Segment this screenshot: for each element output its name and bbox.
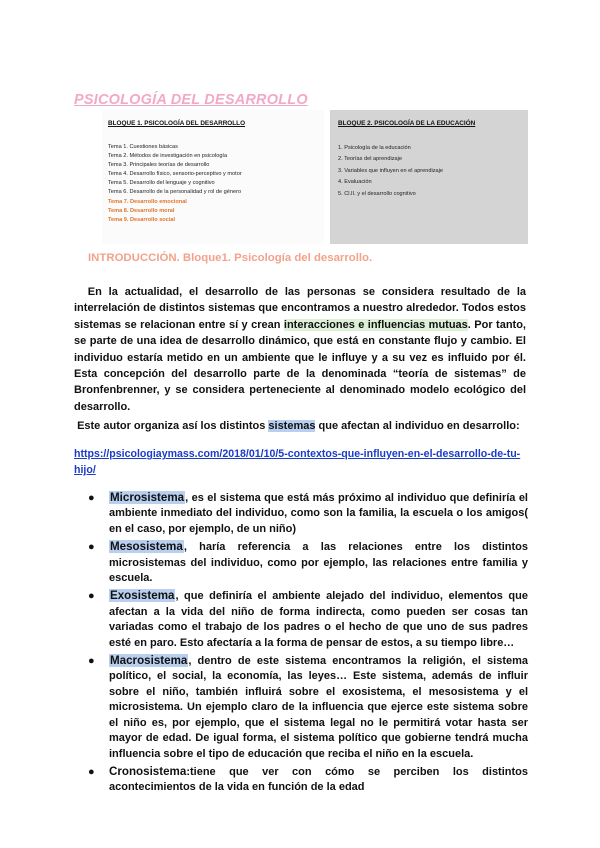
- list-item-text: [109, 764, 528, 796]
- block-1-topic: Tema 4. Desarrollo físico, sensorio-perceptivo y motor: [108, 171, 242, 178]
- list-item: [88, 764, 528, 796]
- system-description: , haría referencia a las relaciones entre los distintos microsistemas del individuo, como por ejemplo, las relaciones entre familia y escuela.: [109, 541, 528, 585]
- block-2-panel: [330, 110, 528, 244]
- system-description: , dentro de este sistema encontramos la religión, el sistema político, el social, la economía, las leyes… Este sistema, además de influir sobre el niño, también influirá sobre el exosistema, el mesosistema y el microsistema. Un ejemplo claro de la influencia que ejerce este sistema sobre el niño es, por ejemplo, que el sistema legal no le permitirá votar hasta ser mayor de edad. De igual forma, el sistema político que gobierne tendrá mucha influencia sobre el tipo de educación que reciba el niño en la escuela.: [109, 655, 528, 760]
- list-item: [88, 653, 528, 762]
- syllabus-image: [102, 110, 528, 244]
- block-1-topic: Tema 3. Principales teorías de desarrollo: [108, 162, 210, 169]
- block-1-panel: [102, 110, 324, 244]
- system-term: Mesosistema: [110, 540, 183, 554]
- intro-heading: INTRODUCCIÓN. Bloque1. Psicología del desarrollo.: [88, 252, 373, 264]
- source-link[interactable]: https://psicologiaymass.com/2018/01/10/5-contextos-que-influyen-en-el-desarrollo-de-tu-hijo/: [74, 448, 521, 476]
- paragraph-text: . Por tanto, se parte de una idea de desarrollo dinámico, que está en constante flujo y cambio. El individuo estaría metido en un ambiente que le influye y a su vez es influido por él. Esta concepción del desarrollo parte de la denominada “teoría de sistemas” de Bronfenbrenner, y se considera perteneciente al denominado modelo ecológico del desarrollo.: [74, 318, 526, 413]
- block-2-topic: 1. Psicología de la educación: [338, 145, 411, 151]
- page-title: PSICOLOGÍA DEL DESARROLLO: [74, 92, 308, 108]
- block-2-topic: 2. Teorías del aprendizaje: [338, 156, 402, 163]
- block-1-topic: Tema 5. Desarrollo del lenguaje y cognitivo: [108, 180, 215, 187]
- block-1-topic: Tema 1. Cuestiones básicas: [108, 144, 178, 150]
- paragraph-ecological-model: [74, 284, 526, 415]
- highlighted-word: sistemas: [268, 420, 316, 432]
- list-item-text: [109, 588, 528, 651]
- bullet-icon: ●: [88, 655, 95, 668]
- highlighted-phrase: interacciones e influencias mutuas: [283, 318, 468, 331]
- paragraph-text: En la actualidad, el desarrollo de las personas se considera resultado de la interrelación de distintos sistemas que encontramos a nuestro alrededor. Todos estos sistemas se relacionan entre sí y crean: [74, 286, 526, 331]
- list-item: [88, 539, 528, 586]
- list-item-text: [109, 490, 528, 537]
- bullet-icon: ●: [88, 765, 95, 778]
- system-term: Microsistema: [110, 491, 185, 504]
- block-1-topic-list: [108, 143, 324, 225]
- paragraph-text: Este autor organiza así los distintos: [77, 420, 269, 432]
- system-term: Cronosistema: [109, 764, 187, 778]
- block-1-topic-highlighted: Tema 9. Desarrollo social: [108, 216, 176, 223]
- bullet-icon: ●: [88, 492, 95, 504]
- bullet-icon: ●: [88, 590, 95, 603]
- systems-list: [88, 490, 528, 798]
- list-item: [88, 490, 528, 537]
- block-2-topic-list: [338, 143, 528, 200]
- system-description: , es el sistema que está más próximo al individuo que definiría el ambiente inmediato del individuo, como son la familia, la escuela o los amigos( en el caso, por ejemplo, de un niño): [109, 492, 528, 535]
- list-item-text: [109, 539, 528, 586]
- system-description: :tiene que ver con cómo se perciben los distintos acontecimientos de la vida en función de la edad: [109, 765, 528, 794]
- block-1-topic-highlighted: Tema 8. Desarrollo moral: [108, 207, 175, 214]
- block-1-topic: Tema 6. Desarrollo de la personalidad y rol de género: [108, 189, 242, 196]
- block-1-topic-highlighted: Tema 7. Desarrollo emocional: [108, 198, 187, 205]
- system-term: Exosistema: [110, 589, 175, 603]
- system-description: , que definiría el ambiente alejado del individuo, elementos que afectan a la vida del niño de forma indirecta, como pueden ser cosas tan variadas como el trabajo de los padres o el hecho de que uno de sus padres esté en paro. Esto afectaría a la forma de pensar de estos, a su tiempo libre…: [109, 590, 528, 649]
- list-item-text: [109, 653, 528, 762]
- list-item: [88, 588, 528, 651]
- block-1-heading: BLOQUE 1. PSICOLOGÍA DEL DESARROLLO: [108, 120, 246, 127]
- block-1-topic: Tema 2. Métodos de investigación en psicología: [108, 153, 228, 160]
- block-2-heading: BLOQUE 2. PSICOLOGÍA DE LA EDUCACIÓN: [338, 120, 476, 127]
- paragraph-text: que afectan al individuo en desarrollo:: [315, 420, 520, 432]
- bullet-icon: ●: [88, 541, 95, 554]
- paragraph-systems-intro: [74, 418, 526, 434]
- block-2-topic: 4. Evaluación: [338, 179, 372, 186]
- block-2-topic: 5. Cl.II. y el desarrollo cognitivo: [338, 190, 416, 197]
- block-2-topic: 3. Variables que influyen en el aprendizaje: [338, 167, 444, 174]
- system-term: Macrosistema: [110, 654, 188, 668]
